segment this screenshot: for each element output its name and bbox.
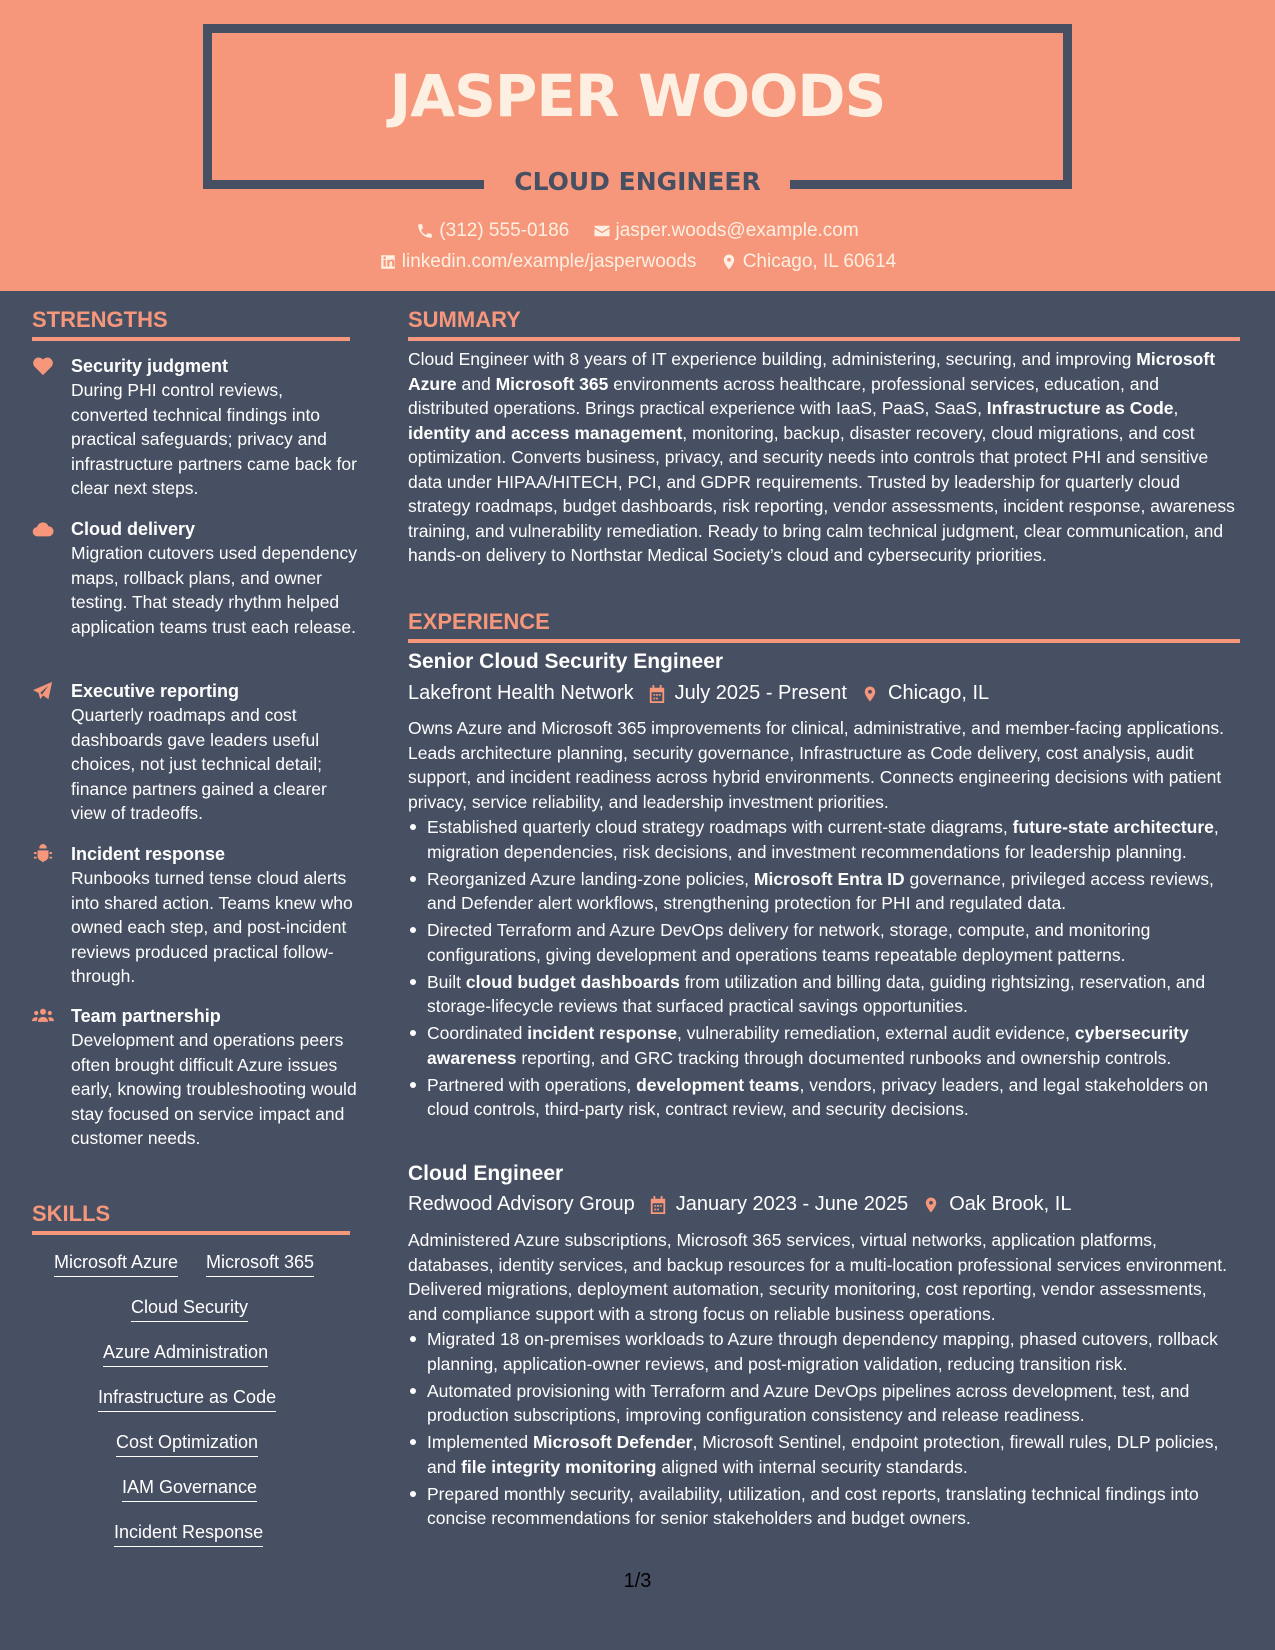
bold-phrase: Infrastructure as Code [986,398,1174,418]
linkedin-icon [379,253,397,271]
contact-row-1 [0,220,1275,246]
bullet-item: Implemented Microsoft Defender, Microsoft Sentinel, endpoint protection, firewall rules, DLP policies, and file integrity monitoring aligned with internal security standards. [408,1430,1240,1479]
bold-phrase: incident response [527,1023,677,1043]
strengths-heading: STRENGTHS [32,307,350,341]
map-pin-icon [720,253,738,271]
location-contact [720,251,897,273]
users-icon [32,1006,56,1028]
company-name: Lakefront Health Network [408,682,634,704]
bold-phrase: future-state architecture [1012,817,1214,837]
job-location: Chicago, IL [888,682,990,704]
header-banner [0,0,1275,291]
strength-text: Quarterly roadmaps and cost dashboards gave leaders useful choices, not just technical detail; finance partners gained a clearer view of tradeoffs. [71,705,327,823]
skill-tag: Infrastructure as Code [98,1387,276,1412]
bullet-item: Migrated 18 on-premises workloads to Azure through dependency mapping, phased cutovers, rollback planning, application-owner reviews, and post-migration validation, reducing transition risk. [408,1327,1240,1376]
skill-tag: Microsoft Azure [54,1252,178,1277]
job-title: Senior Cloud Security Engineer [408,650,724,673]
strength-text: Runbooks turned tense cloud alerts into shared action. Teams knew who owned each step, and post-incident reviews produced practical follow-through. [71,868,353,986]
skill-tag: Azure Administration [103,1342,268,1367]
job-dates: July 2025 - Present [674,682,847,704]
candidate-name: JASPER WOODS [389,62,886,130]
bullet-item: Prepared monthly security, availability, utilization, and cost reports, translating technical findings into concise recommendations for senior stakeholders and budget owners. [408,1482,1240,1531]
job-bullets [408,1327,1240,1533]
strength-title: Team partnership [71,1006,221,1026]
bullet-item: Directed Terraform and Azure DevOps delivery for network, storage, compute, and monitoring configurations, giving development and operations teams repeatable deployment patterns. [408,918,1240,967]
page-indicator: 1/3 [623,1570,652,1592]
bold-phrase: file integrity monitoring [461,1456,657,1477]
strength-text: Migration cutovers used dependency maps, rollback plans, and owner testing. That steady rhythm helped application teams trust each release. [71,543,358,637]
skills-heading: SKILLS [32,1201,350,1235]
strength-title: Executive reporting [71,681,240,701]
cloud-icon [32,519,56,541]
bold-phrase: cybersecurity awareness [427,1023,1189,1068]
email-contact[interactable] [593,220,859,242]
experience-heading: EXPERIENCE [408,609,1240,643]
job-title: Cloud Engineer [408,1162,564,1185]
calendar-icon [649,1195,667,1215]
bullet-item: Partnered with operations, development teams, vendors, privacy leaders, and legal stakeholders on cloud controls, third-party risk, contract review, and security decisions. [408,1073,1240,1122]
strength-item [32,679,362,826]
strength-item [32,1004,362,1151]
bold-phrase: identity and access management [408,422,683,443]
email-address: jasper.woods@example.com [615,220,859,241]
bullet-item: Built cloud budget dashboards from utilization and billing data, guiding rightsizing, reservation, and storage-lifecycle reviews that surfaced practical savings opportunities. [408,970,1240,1019]
strength-item [32,517,362,639]
map-pin-icon [922,1195,940,1215]
summary-text: Cloud Engineer with 8 years of IT experience building, administering, securing, and improving Microsoft Azure and Microsoft 365 environments across healthcare, professional services, education, and distributed operations. Brings practical experience with IaaS, PaaS, SaaS, Infrastructure as Code, identity and access management, monitoring, backup, disaster recovery, cloud migrations, and cost optimization. Converts business, privacy, and security needs into controls that protect PHI and sensitive data under HIPAA/HITECH, PCI, and GDPR requirements. Trusted by leadership for quarterly cloud strategy roadmaps, budget dashboards, risk reporting, vendor assessments, incident response, awareness training, and vulnerability remediation. Ready to bring calm technical judgment, clear communication, and hands-on delivery to Northstar Medical Society’s cloud and cybersecurity priorities. [408,349,1235,565]
job-description: Administered Azure subscriptions, Microsoft 365 services, virtual networks, application platforms, databases, identity services, and backup resources for a multi-location professional services environment. Delivered migrations, deployment automation, security monitoring, cost reporting, vendor assessments, and compliance support with a strong focus on reliable business operations. [408,1230,1228,1324]
strength-item [32,842,362,989]
strength-title: Security judgment [71,356,229,376]
bold-phrase: Microsoft Azure [408,349,1216,394]
bold-phrase: Microsoft 365 [495,373,609,394]
skill-tag: Microsoft 365 [206,1252,314,1277]
linkedin-url: linkedin.com/example/jasperwoods [401,251,697,272]
strength-title: Incident response [71,844,226,864]
bold-phrase: Microsoft Defender [533,1432,693,1452]
bullet-item: Reorganized Azure landing-zone policies, Microsoft Entra ID governance, privileged access reviews, and Defender alert workflows, strengthening protection for PHI and regulated data. [408,867,1240,916]
strength-text: During PHI control reviews, converted technical findings into practical safeguards; privacy and infrastructure partners came back for clear next steps. [71,380,357,498]
linkedin-contact[interactable] [379,251,697,273]
strength-title: Cloud delivery [71,519,196,539]
job-description: Owns Azure and Microsoft 365 improvements for clinical, administrative, and member-facing applications. Leads architecture planning, security governance, Infrastructure as Code delivery, cost analysis, audit support, and incident readiness across hybrid environments. Connects engineering decisions with patient privacy, service reliability, and leadership investment priorities. [408,718,1225,812]
bold-phrase: cloud budget dashboards [465,971,680,992]
skill-tag: IAM Governance [122,1477,257,1502]
job-dates: January 2023 - June 2025 [675,1193,909,1215]
phone-number: (312) 555-0186 [439,220,570,241]
paper-plane-icon [32,681,56,703]
job-meta [408,1193,1071,1216]
bug-icon [32,844,56,866]
heart-icon [32,356,56,378]
phone-contact[interactable] [416,220,569,242]
skill-tag: Incident Response [114,1522,263,1547]
bullet-item: Automated provisioning with Terraform and Azure DevOps pipelines across development, test, and production subscriptions, improving configuration consistency and release readiness. [408,1379,1240,1428]
summary-heading: SUMMARY [408,307,1240,341]
job-role: CLOUD ENGINEER [514,167,761,196]
job-location: Oak Brook, IL [949,1193,1072,1215]
bold-phrase: development teams [636,1074,800,1095]
phone-icon [416,222,434,240]
strength-item [32,354,362,501]
skill-tag: Cost Optimization [116,1432,258,1457]
bullet-item: Coordinated incident response, vulnerability remediation, external audit evidence, cybersecurity awareness reporting, and GRC tracking through documented runbooks and ownership controls. [408,1021,1240,1070]
calendar-icon [648,684,666,704]
company-name: Redwood Advisory Group [408,1193,635,1215]
location-text: Chicago, IL 60614 [742,251,897,272]
bold-phrase: Microsoft Entra ID [753,868,905,889]
strength-text: Development and operations peers often brought difficult Azure issues early, knowing troubleshooting would stay focused on service impact and customer needs. [71,1030,357,1148]
job-bullets [408,815,1240,1124]
map-pin-icon [861,684,879,704]
contact-row-2 [0,251,1275,277]
job-meta [408,682,989,705]
bullet-item: Established quarterly cloud strategy roadmaps with current-state diagrams, future-state architecture, migration dependencies, risk decisions, and investment recommendations for leadership planning. [408,815,1240,864]
skill-tag: Cloud Security [131,1297,248,1322]
envelope-icon [593,222,611,240]
